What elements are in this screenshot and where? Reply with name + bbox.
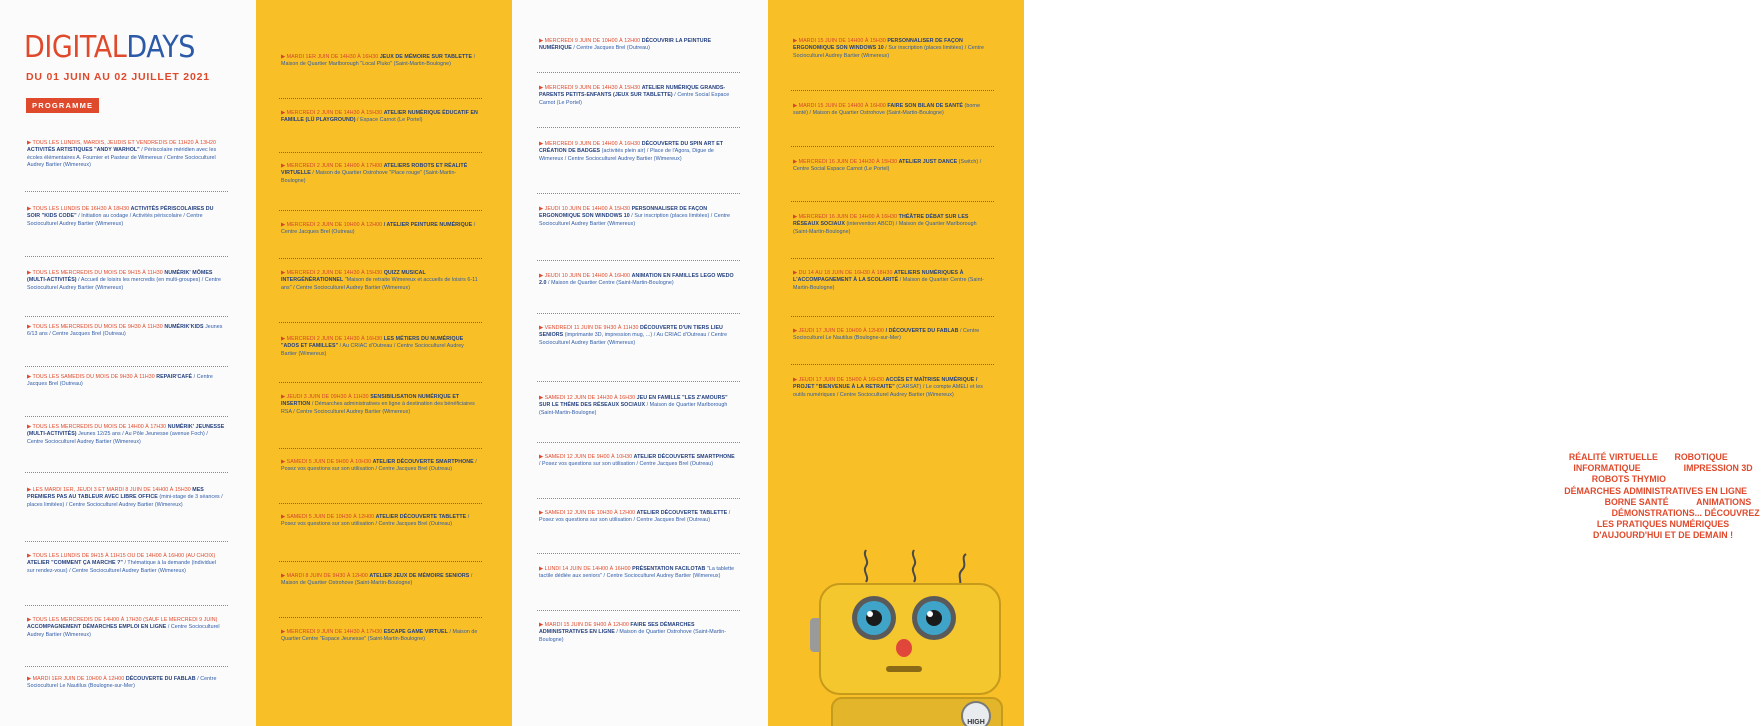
dotted-separator bbox=[279, 152, 482, 153]
event-details: (CARSAT) / Le compte AMELI et les outils numériques / Centre Socioculturel Audrey Bartier (Wimereux) bbox=[793, 384, 983, 398]
event-date: ▶ TOUS LES LUNDIS, MARDIS, JEUDIS ET VENDREDIS DE 11H20 À 13H20 bbox=[27, 140, 217, 146]
event-date: ▶ TOUS LES SAMEDIS DU MOIS DE 9H30 À 11H30 bbox=[27, 374, 157, 380]
event-item bbox=[793, 38, 991, 60]
event-date: ▶ TOUS LES LUNDIS DE 16H30 À 18H30 bbox=[27, 206, 131, 212]
event-title: ACTIVITÉS ARTISTIQUES "ANDY WARHOL" bbox=[27, 147, 140, 154]
event-details: / Initiation au codage / Activités périscolaire / Centre Socioculturel Audrey Bartier (Wimereux) bbox=[27, 213, 203, 227]
event-item bbox=[793, 103, 991, 118]
event-details: / Espace Carnot (Le Portel) bbox=[355, 117, 423, 124]
event-title: ACCÈS ET MAÎTRISE NUMÉRIQUE / PROJET "BIENVENUE À LA RETRAITE" bbox=[793, 377, 978, 391]
tag-word: BORNE SANTÉ bbox=[1602, 496, 1672, 507]
event-item bbox=[281, 629, 479, 644]
dotted-separator bbox=[791, 258, 994, 259]
event-details: (borne santé) / Maison de Quartier Ostrohove (Saint-Martin-Boulogne) bbox=[793, 103, 981, 117]
event-title: NUMÉRIK' JEUNESSE (MULTI-ACTIVITÉS) bbox=[27, 424, 225, 438]
event-details: / Centre Jacques Brel (Outreau) bbox=[571, 45, 650, 52]
event-date: ▶ MARDI 15 JUIN DE 9H00 À 12H00 bbox=[539, 622, 631, 628]
robot-illustration bbox=[808, 548, 1024, 726]
dotted-separator bbox=[25, 256, 228, 257]
event-date: ▶ LUNDI 14 JUIN DE 14H00 À 16H00 bbox=[539, 566, 633, 572]
event-title: ESCAPE GAME VIRTUEL bbox=[383, 629, 448, 635]
event-date: ▶ JEUDI 17 JUIN DE 10H00 À 12H00 bbox=[793, 328, 886, 334]
robot-nose bbox=[896, 639, 912, 657]
event-details: (activités plein air) / Place de l'Agora, Digue de Wimereux / Centre Socioculturel Audrey Bartier (Wimereux) bbox=[539, 148, 714, 162]
event-date: ▶ MERCREDI 16 JUIN DE 14H30 À 15H30 bbox=[793, 159, 899, 165]
event-item bbox=[27, 617, 225, 639]
event-title: / DÉCOUVERTE DU FABLAB bbox=[885, 328, 959, 334]
dotted-separator bbox=[791, 201, 994, 202]
event-item bbox=[27, 676, 225, 691]
event-item bbox=[281, 573, 479, 588]
event-item bbox=[281, 54, 479, 69]
dotted-separator bbox=[537, 553, 740, 554]
event-item bbox=[27, 140, 225, 169]
event-title: PRÉSENTATION FACILOTAB bbox=[632, 566, 706, 572]
event-item bbox=[539, 454, 737, 469]
event-details: "La tablette tactile dédiée aux seniors" / Centre Socioculturel Audrey Bartier (Wimereux) bbox=[539, 566, 735, 580]
dotted-separator bbox=[25, 666, 228, 667]
event-title: ATELIER NUMÉRIQUE GRANDS-PARENTS PETITS-ENFANTS (JEUX SUR TABLETTE) bbox=[539, 85, 726, 99]
dotted-separator bbox=[791, 316, 994, 317]
dotted-separator bbox=[279, 322, 482, 323]
tag-word: ANIMATIONS bbox=[1696, 496, 1752, 507]
event-details: / Périscolaire méridien avec les écoles élémentaires A. Fournier et Pasteur de Wimereux / Centre Socioculturel Audrey Bartier (Wimereux) bbox=[27, 147, 217, 168]
event-details: / Maison de Quartier Ostrohove (Saint-Martin-Boulogne) bbox=[281, 573, 473, 587]
event-details: / Posez vos questions sur son utilisation / Centre Jacques Brel (Outreau) bbox=[539, 510, 731, 524]
event-title: ATELIER "COMMENT ÇA MARCHE ?" bbox=[27, 560, 123, 567]
event-details: (Switch) / Centre Social Espace Carnot (Le Portel) bbox=[793, 159, 982, 173]
event-item bbox=[539, 510, 737, 525]
event-details: / Centre Social Espace Carnot (Le Portel) bbox=[539, 92, 730, 106]
robot-antenna-springs bbox=[865, 550, 966, 588]
event-details: / Sur inscription (places limitées) / Centre Socioculturel Audrey Bartier (Wimereux) bbox=[793, 45, 985, 59]
event-title: ANIMATION EN FAMILLES LEGO WEDO 2.0 bbox=[539, 273, 734, 287]
event-date: ▶ DU 14 AU 18 JUIN DE 16H30 À 18H30 bbox=[793, 270, 894, 276]
event-date: ▶ MARDI 8 JUIN DE 9H30 À 12H00 bbox=[281, 573, 370, 579]
event-title: PERSONNALISER DE FAÇON ERGONOMIQUE SON WINDOWS 10 bbox=[539, 206, 708, 220]
event-details: / Accueil de loisirs les mercredis (en multi-groupes) / Centre Socioculturel Audrey Bartier (Wimereux) bbox=[27, 277, 222, 291]
tag-word: ATELIERS bbox=[1566, 508, 1610, 519]
tag-word: ROBOTS THYMIO bbox=[1591, 474, 1669, 485]
event-details: / Centre Socioculturel Le Nautilus (Boulogne-sur-Mer) bbox=[793, 328, 980, 342]
event-item bbox=[281, 110, 479, 125]
event-item bbox=[281, 163, 479, 185]
event-title: ATELIER DÉCOUVERTE TABLETTE bbox=[375, 514, 467, 520]
event-item bbox=[539, 622, 737, 644]
event-details: / Maison de Quartier Centre (Saint-Martin-Boulogne) bbox=[546, 280, 674, 287]
event-date: ▶ MARDI 15 JUIN DE 14H00 À 16H00 bbox=[793, 103, 888, 109]
robot-dial-label: HIGH bbox=[967, 719, 985, 726]
event-title: NUMÉRIK' MÔMES (MULTI-ACTIVITÉS) bbox=[27, 270, 213, 284]
event-date: ▶ TOUS LES MERCREDIS DU MOIS DE 9H15 À 11H30 bbox=[27, 270, 165, 276]
tag-word: IMPRESSION 3D bbox=[1683, 463, 1753, 474]
event-date: ▶ MERCREDI 2 JUIN DE 14H30 À 16H30 bbox=[281, 336, 384, 342]
event-details: / Démarches administratives en ligne à destination des bénéficiaires RSA / Centre Socioculturel Audrey Bartier (Wimereux) bbox=[281, 401, 475, 415]
dotted-separator bbox=[537, 260, 740, 261]
robot-mouth bbox=[886, 666, 922, 672]
dotted-separator bbox=[279, 617, 482, 618]
event-item bbox=[281, 459, 479, 474]
event-title: QUIZZ MUSICAL INTERGÉNÉRATIONNEL bbox=[281, 270, 426, 284]
event-item bbox=[27, 424, 225, 446]
tag-word: DÉMARCHES bbox=[1564, 485, 1621, 496]
event-item bbox=[539, 273, 737, 288]
event-title: ACCOMPAGNEMENT DÉMARCHES EMPLOI EN LIGNE bbox=[27, 624, 167, 631]
dotted-separator bbox=[25, 541, 228, 542]
event-item bbox=[793, 377, 991, 399]
event-dates: DU 01 JUIN AU 02 JUILLET 2021 bbox=[26, 71, 210, 83]
dotted-separator bbox=[537, 127, 740, 128]
event-title: PERSONNALISER DE FAÇON ERGONOMIQUE SON WINDOWS 10 bbox=[793, 38, 963, 52]
robot-head bbox=[820, 584, 1000, 694]
event-date: ▶ SAMEDI 5 JUIN DE 10H30 À 12H00 bbox=[281, 514, 376, 520]
event-details: / Centre Jacques Brel (Outreau) bbox=[281, 222, 476, 236]
event-item bbox=[793, 214, 991, 236]
event-item bbox=[27, 206, 225, 228]
event-date: ▶ TOUS LES MERCREDIS DE 14H00 À 17H30 (SAUF LE MERCREDI 9 JUIN) bbox=[27, 617, 218, 623]
event-title: ATELIERS NUMÉRIQUES À L'ACCOMPAGNEMENT À LA SCOLARITÉ bbox=[793, 270, 964, 284]
event-date: ▶ MERCREDI 2 JUIN DE 14H30 À 15H30 bbox=[281, 270, 384, 276]
event-date: ▶ MARDI 15 JUIN DE 14H00 À 15H30 bbox=[793, 38, 888, 44]
event-date: ▶ MERCREDI 16 JUIN DE 14H00 À 16H30 bbox=[793, 214, 899, 220]
event-title: ATELIER NUMÉRIQUE ÉDUCATIF EN FAMILLE (LÜ PLAYGROUND) bbox=[281, 110, 478, 124]
dotted-separator bbox=[537, 313, 740, 314]
column-3 bbox=[512, 0, 768, 726]
event-item bbox=[539, 325, 737, 347]
event-item bbox=[793, 270, 991, 292]
column-4 bbox=[768, 0, 1762, 726]
dotted-separator bbox=[279, 210, 482, 211]
event-details: (intervention ABCD) / Maison de Quartier Marlborough (Saint-Martin-Boulogne) bbox=[793, 221, 977, 235]
event-date: ▶ LES MARDI 1ER, JEUDI 3 ET MARDI 8 JUIN DE 14H00 À 15H30 bbox=[27, 487, 193, 493]
event-date: ▶ VENDREDI 11 JUIN DE 9H30 À 11H30 bbox=[539, 325, 641, 331]
event-title: SENSIBILISATION NUMÉRIQUE ET INSERTION bbox=[281, 394, 460, 408]
event-date: ▶ SAMEDI 12 JUIN DE 10H30 À 12H00 bbox=[539, 510, 637, 516]
event-date: ▶ SAMEDI 12 JUIN DE 14H30 À 16H30 bbox=[539, 395, 637, 401]
tag-word: FAB LAB bbox=[1643, 463, 1684, 474]
dotted-separator bbox=[791, 364, 994, 365]
event-date: ▶ MERCREDI 9 JUIN DE 10H00 À 12H00 bbox=[539, 38, 642, 44]
column-2 bbox=[256, 0, 512, 726]
dotted-separator bbox=[25, 605, 228, 606]
event-item bbox=[281, 514, 479, 529]
event-date: ▶ MERCREDI 2 JUIN DE 14H30 À 15H30 bbox=[281, 110, 384, 116]
programme-badge: PROGRAMME bbox=[26, 98, 99, 113]
event-item bbox=[793, 159, 991, 174]
event-details: / Centre Socioculturel Le Nautilus (Boulogne-sur-Mer) bbox=[27, 676, 217, 690]
event-item bbox=[27, 374, 225, 389]
dotted-separator bbox=[537, 381, 740, 382]
event-title: DÉCOUVRIR LA PEINTURE NUMÉRIQUE bbox=[539, 38, 712, 52]
event-title: ATELIER DÉCOUVERTE SMARTPHONE bbox=[633, 454, 735, 460]
tag-word: DÉMONSTRATIONS... DÉCOUVREZ LES PRATIQUES NUMÉRIQUES D'AUJOURD'HUI ET DE DEMAIN ! bbox=[1592, 508, 1760, 541]
event-title: ACTIVITÉS PÉRISCOLAIRES DU SOIR "KIDS CODE" bbox=[27, 206, 214, 220]
event-title: DÉCOUVERTE DU SPIN ART ET CRÉATION DE BADGES bbox=[539, 141, 724, 155]
column-1 bbox=[0, 0, 256, 726]
event-title: DÉCOUVERTE D'UN TIERS LIEU SENIORS bbox=[539, 325, 723, 339]
tag-word: RÉALITÉ VIRTUELLE bbox=[1568, 452, 1661, 462]
event-title: REPAIR'CAFÉ bbox=[156, 374, 193, 380]
dotted-separator bbox=[279, 503, 482, 504]
event-details: / Posez vos questions sur son utilisation / Centre Jacques Brel (Outreau) bbox=[539, 461, 714, 468]
tag-word: DJING bbox=[1730, 452, 1758, 462]
event-date: ▶ TOUS LES LUNDIS DE 9H15 À 11H15 OU DE 14H00 À 16H00 (AU CHOIX) bbox=[27, 553, 216, 559]
event-item bbox=[539, 38, 737, 53]
event-title: ATELIER JUST DANCE bbox=[898, 159, 958, 165]
event-item bbox=[281, 270, 479, 292]
dotted-separator bbox=[537, 498, 740, 499]
event-date: ▶ MERCREDI 2 JUIN DE 10H00 À 12H00 bbox=[281, 222, 384, 228]
tag-word: JEUX bbox=[1671, 496, 1697, 507]
dotted-separator bbox=[25, 316, 228, 317]
event-details: / Maison de Quartier Ostrohove (Saint-Martin-Boulogne) bbox=[539, 629, 727, 643]
tag-word: INFORMATIQUE bbox=[1573, 463, 1644, 474]
event-details: / Thématique à la demande (individuel sur rendez-vous) / Centre Socioculturel Audrey Bartier (Wimereux) bbox=[27, 560, 217, 574]
event-details: Jeunes 6/13 ans / Centre Jacques Brel (Outreau) bbox=[27, 324, 223, 338]
event-details: / Posez vos questions sur son utilisation / Centre Jacques Brel (Outreau) bbox=[281, 514, 470, 528]
event-item bbox=[27, 553, 225, 575]
dotted-separator bbox=[537, 610, 740, 611]
event-item bbox=[281, 222, 479, 237]
event-date: ▶ JEUDI 10 JUIN DE 14H00 À 15H30 bbox=[539, 206, 632, 212]
tag-word: LÜ bbox=[1660, 452, 1675, 462]
event-title: DÉCOUVERTE DU FABLAB bbox=[125, 676, 196, 682]
event-details: / Centre Socioculturel Audrey Bartier (Wimereux) bbox=[27, 624, 220, 638]
event-date: ▶ MERCREDI 2 JUIN DE 14H00 À 17H00 bbox=[281, 163, 384, 169]
event-details: / Maison de Quartier Marlborough (Saint-Martin-Boulogne) bbox=[539, 402, 728, 416]
event-date: ▶ JEUDI 10 JUIN DE 14H00 À 16H00 bbox=[539, 273, 632, 279]
tag-word: CV VIDÉO bbox=[1574, 485, 1762, 507]
event-date: ▶ MERCREDI 9 JUIN DE 14H30 À 17H30 bbox=[281, 629, 384, 635]
event-details: / Maison de Quartier Ostrohove "Place rouge" (Saint-Martin-Boulogne) bbox=[281, 170, 457, 184]
event-details: (mini-stage de 3 séances / places limitées) / Centre Socioculturel Audrey Bartier (Wimereux) bbox=[27, 494, 223, 508]
event-item bbox=[793, 328, 991, 343]
dotted-separator bbox=[537, 442, 740, 443]
dotted-separator bbox=[279, 382, 482, 383]
event-item bbox=[281, 394, 479, 416]
event-item bbox=[539, 206, 737, 228]
event-details: / Maison de Quartier Centre "Espace Jeunesse" (Saint-Martin-Boulogne) bbox=[281, 629, 478, 643]
dotted-separator bbox=[279, 448, 482, 449]
event-date: ▶ MARDI 1ER JUIN DE 10H00 À 12H00 bbox=[27, 676, 126, 682]
dotted-separator bbox=[279, 561, 482, 562]
event-details: / Maison de Quartier Centre (Saint-Martin-Boulogne) bbox=[793, 277, 984, 291]
event-date: ▶ SAMEDI 5 JUIN DE 9H00 À 10H30 bbox=[281, 459, 373, 465]
event-title: ATELIER DÉCOUVERTE SMARTPHONE bbox=[372, 459, 474, 465]
dotted-separator bbox=[25, 416, 228, 417]
event-item bbox=[27, 270, 225, 292]
activity-tags bbox=[1563, 452, 1763, 542]
event-title: NUMÉRIK'KIDS bbox=[164, 324, 204, 330]
dotted-separator bbox=[279, 98, 482, 99]
event-date: ▶ JEUDI 3 JUIN DE 09H30 À 11H30 bbox=[281, 394, 371, 400]
event-details: / Sur inscription (places limitées) / Centre Socioculturel Audrey Bartier (Wimereux) bbox=[539, 213, 731, 227]
event-details: (imprimante 3D, impression mug, ...) / Au CRIAC d'Outreau / Centre Socioculturel Audrey Bartier (Wimereux) bbox=[539, 332, 728, 346]
event-item bbox=[539, 85, 737, 107]
event-date: ▶ MERCREDI 9 JUIN DE 14H30 À 15H30 bbox=[539, 85, 642, 91]
tag-word: MAKEY MAKEY bbox=[1668, 474, 1735, 485]
event-title: ATELIERS ROBOTS ET RÉALITÉ VIRTUELLE bbox=[281, 163, 468, 177]
event-details: Jeunes 12/25 ans / Au Pôle Jeunesse (avenue Foch) / Centre Socioculturel Audrey Bartier (Wimereux) bbox=[27, 431, 208, 445]
event-title: JEUX DE MÉMOIRE SUR TABLETTE bbox=[379, 54, 473, 60]
dotted-separator bbox=[25, 472, 228, 473]
event-item bbox=[27, 324, 225, 339]
event-date: ▶ TOUS LES MERCREDIS DU MOIS DE 14H00 À 17H30 bbox=[27, 424, 168, 430]
event-date: ▶ SAMEDI 12 JUIN DE 9H00 À 10H30 bbox=[539, 454, 634, 460]
event-title: LES MÉTIERS DU NUMÉRIQUE "ADOS ET FAMILLES" bbox=[281, 336, 464, 350]
dotted-separator bbox=[537, 72, 740, 73]
tag-word: ADMINISTRATIVES EN LIGNE bbox=[1620, 485, 1750, 496]
event-title: FAIRE SON BILAN DE SANTÉ bbox=[887, 103, 963, 109]
event-item bbox=[27, 487, 225, 509]
dotted-separator bbox=[791, 146, 994, 147]
event-date: ▶ TOUS LES MERCREDIS DU MOIS DE 9H30 À 11H30 bbox=[27, 324, 165, 330]
event-date: ▶ MERCREDI 9 JUIN DE 14H00 À 16H30 bbox=[539, 141, 642, 147]
event-title: MES PREMIERS PAS AU TABLEUR AVEC LIBRE OFFICE bbox=[27, 487, 204, 501]
event-title: ATELIER DÉCOUVERTE TABLETTE bbox=[636, 510, 728, 516]
dotted-separator bbox=[279, 258, 482, 259]
dotted-separator bbox=[537, 193, 740, 194]
event-item bbox=[539, 566, 737, 581]
dotted-separator bbox=[25, 366, 228, 367]
event-details: / Au CRIAC d'Outreau / Centre Socioculturel Audrey Bartier (Wimereux) bbox=[281, 343, 464, 357]
dotted-separator bbox=[791, 90, 994, 91]
event-title: / ATELIER PEINTURE NUMÉRIQUE bbox=[383, 222, 473, 228]
tag-word: ROBOTIQUE bbox=[1674, 452, 1731, 462]
event-title: JEU EN FAMILLE "LES Z'AMOURS" SUR LE THÈME DES RÉSEAUX SOCIAUX bbox=[539, 395, 728, 409]
event-item bbox=[281, 336, 479, 358]
event-item bbox=[539, 395, 737, 417]
event-details: / Posez vos questions sur son utilisation / Centre Jacques Brel (Outreau) bbox=[281, 459, 477, 473]
brand-title: DIGITALDAYS bbox=[24, 30, 195, 65]
event-date: ▶ MARDI 1ER JUIN DE 14H30 À 16H30 bbox=[281, 54, 380, 60]
event-title: ATELIER JEUX DE MÉMOIRE SENIORS bbox=[369, 573, 470, 579]
event-details: / Maison de Quartier Marlborough "Local Pluko" (Saint-Martin-Boulogne) bbox=[281, 54, 476, 68]
event-title: THÉÂTRE DÉBAT SUR LES RÉSEAUX SOCIAUX bbox=[793, 214, 969, 228]
dotted-separator bbox=[25, 191, 228, 192]
event-item bbox=[539, 141, 737, 163]
event-details: "Maison de retraite Wimereux et accueils de loisirs 6-11 ans" / Centre Socioculturel Audrey Bartier (Wimereux) bbox=[281, 277, 478, 291]
event-details: / Centre Jacques Brel (Outreau) bbox=[27, 374, 213, 388]
event-date: ▶ JEUDI 17 JUIN DE 15H00 À 16H30 bbox=[793, 377, 886, 383]
event-title: FAIRE SES DÉMARCHES ADMINISTRATIVES EN LIGNE bbox=[539, 622, 695, 636]
